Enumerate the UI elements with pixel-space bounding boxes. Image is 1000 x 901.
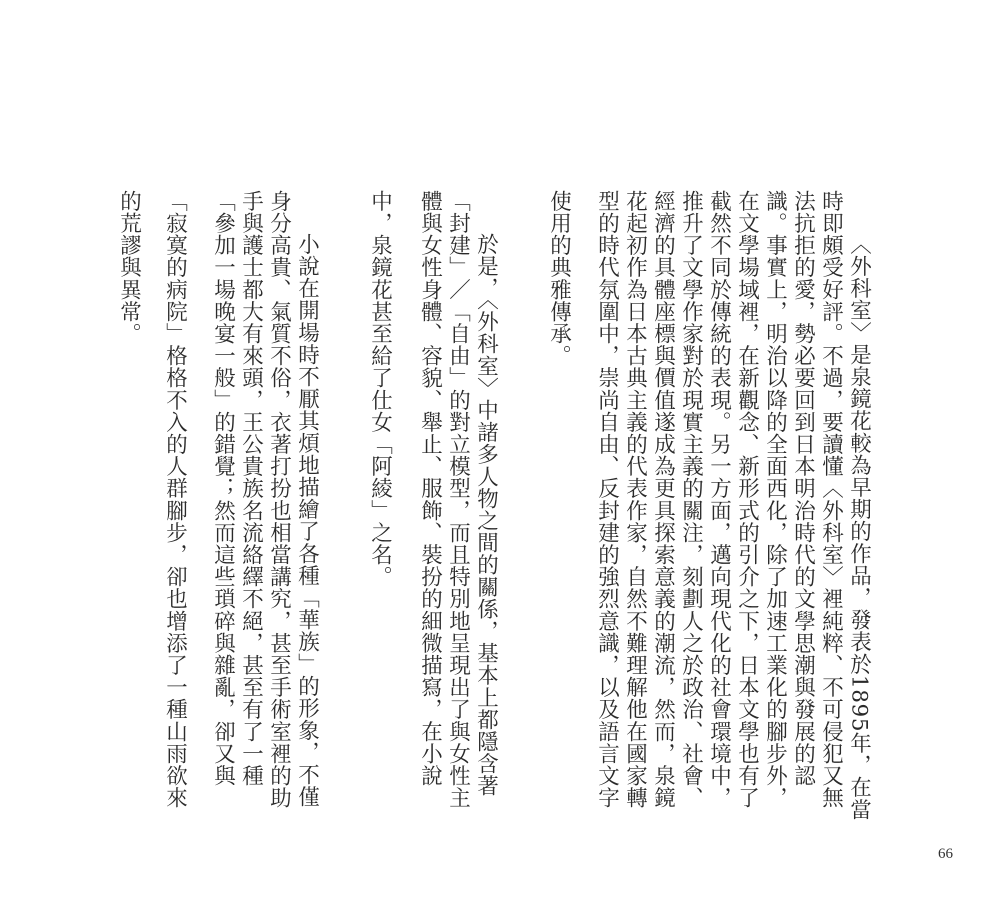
- text-column-4: 識。事實上，明治以降的全面西化，除了加速工業化的腳步外，: [762, 190, 788, 809]
- text-column-17: 身分高貴、氣質不俗，衣著打扮也相當講究，甚至手術室裡的助: [266, 190, 292, 809]
- text-column-16: 小說在開場時不厭其煩地描繪了各種「華族」的形象，不僅: [294, 233, 320, 808]
- text-column-21: 的荒謬與異常。: [116, 190, 142, 345]
- text-column-2: 時即頗受好評。不過，要讀懂〈外科室〉裡純粹、不可侵犯又無: [818, 190, 844, 809]
- text-column-15: 中，泉鏡花甚至給了仕女「阿綾」之名。: [367, 190, 393, 588]
- text-column-1: 〈外科室〉是泉鏡花較為早期的作品，發表於1895年，在當: [846, 233, 872, 821]
- text-column-6: 截然不同於傳統的表現。另一方面，邁向現代化的社會環境中，: [706, 190, 732, 809]
- text-column-18: 手與護士都大有來頭，王公貴族名流絡繹不絕，甚至有了一種: [238, 190, 264, 787]
- text-column-7: 推升了文學作家對於現實主義的關注，刻劃人之於政治、社會、: [678, 190, 704, 809]
- text-column-3: 法抗拒的愛，勢必要回到日本明治時代的文學思潮與發展的認: [790, 190, 816, 787]
- text-column-10: 型的時代氛圍中，崇尚自由、反封建的強烈意識，以及語言文字: [594, 190, 620, 809]
- text-column-20: 「寂寞的病院」格格不入的人群腳步，卻也增添了一種山雨欲來: [162, 190, 188, 809]
- text-column-19: 「參加一場晚宴一般」的錯覺；然而這些瑣碎與雜亂，卻又與: [210, 190, 236, 787]
- text-column-11: 使用的典雅傳承。: [546, 190, 572, 367]
- text-column-5: 在文學場域裡，在新觀念、新形式的引介之下，日本文學也有了: [734, 190, 760, 809]
- text-column-8: 經濟的具體座標與價值遂成為更具探索意義的潮流，然而，泉鏡: [650, 190, 676, 809]
- page-number: 66: [938, 846, 953, 862]
- text-column-13: 「封建」／「自由」的對立模型，而且特別地呈現出了與女性主: [445, 190, 471, 809]
- text-column-12: 於是，〈外科室〉中諸多人物之間的關係，基本上都隱含著: [473, 233, 499, 797]
- text-column-9: 花起初作為日本古典主義的代表作家，自然不難理解他在國家轉: [622, 190, 648, 809]
- text-column-14: 體與女性身體、容貌、舉止、服飾、裝扮的細微描寫，在小說: [417, 190, 443, 787]
